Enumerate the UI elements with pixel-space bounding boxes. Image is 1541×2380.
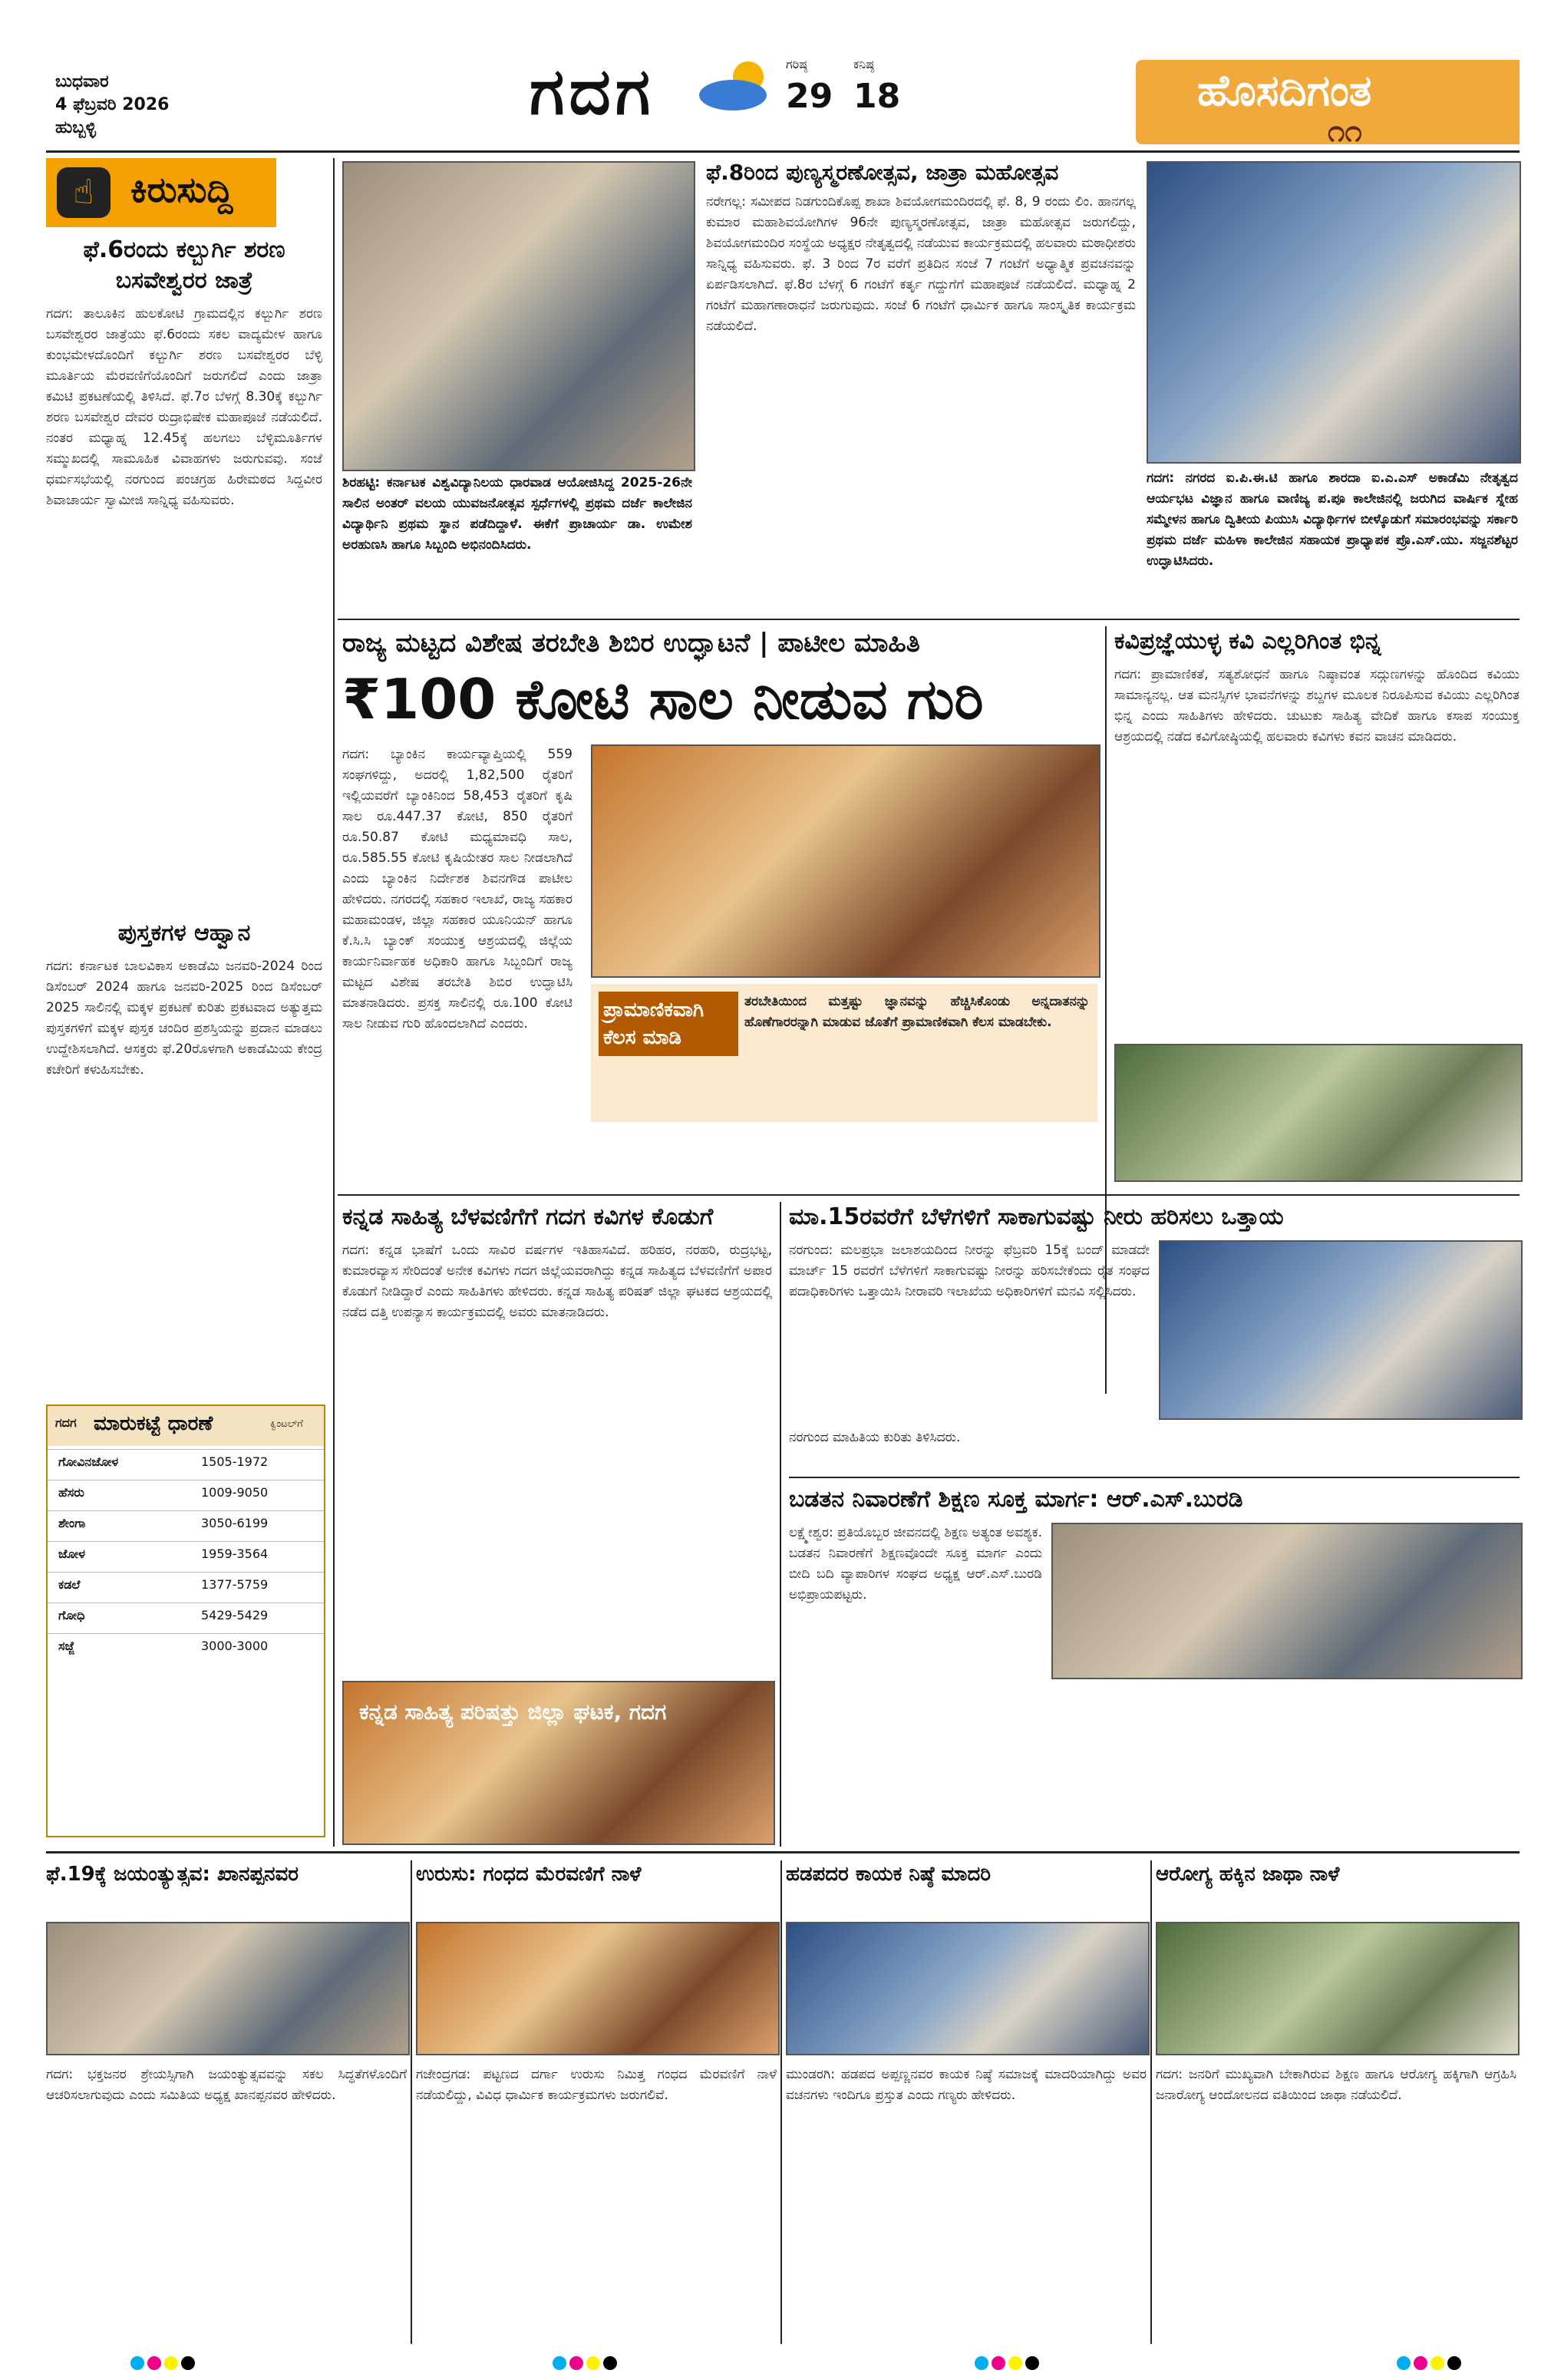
badatana-body: ಲಕ್ಷ್ಮೇಶ್ವರ: ಪ್ರತಿಯೊಬ್ಬರ ಜೀವನದಲ್ಲಿ ಶಿಕ್ಷಣ ಅತ್ಯಂತ ಅವಶ್ಯಕ. ಬಡತನ ನಿವಾರಣೆಗೆ ಶಿಕ್ಷಣವೊಂದೇ ಸೂಕ್ತ ಮಾರ್ಗ ಎಂದು ಬೀದಿ ಬದಿ ವ್ಯಾಪಾರಿಗಳ ಸಂಘದ ಅಧ್ಯಕ್ಷ ಆರ್.ಎಸ್.ಬುರಡಿ ಅಭಿಪ್ರಾಯಪಟ್ಟರು. [789,1525,1042,1603]
market-rate-row [48,1633,324,1660]
bottom-photo [46,1922,410,2055]
market-city: ಗದಗ [55,1415,77,1430]
page-number: ೧೧ [1328,114,1362,149]
bottom-column-rule [780,1860,782,2344]
crop-name: ಗೋಧಿ [58,1608,85,1622]
pointing-hand-icon: ☝ [57,167,111,218]
story1-caption: ಶಿರಹಟ್ಟಿ: ಕರ್ನಾಟಕ ವಿಶ್ವವಿದ್ಯಾನಿಲಯ ಧಾರವಾಡ ಆಯೋಜಿಸಿದ್ದ 2025-26ನೇ ಸಾಲಿನ ಅಂತರ್ ವಲಯ ಯುವಜನೋತ್ಸವ ಸ್ಪರ್ಧೆಗಳಲ್ಲಿ ಪ್ರಥಮ ದರ್ಜೆ ಕಾಲೇಜಿನ ವಿದ್ಯಾರ್ಥಿನಿ ಪ್ರಥಮ ಸ್ಥಾನ ಪಡೆದಿದ್ದಾಳೆ. ಈಕೆಗೆ ಪ್ರಾಚಾರ್ಯ ಡಾ. ಉಮೇಶ ಅರಹುಣಸಿ ಹಾಗೂ ಸಿಬ್ಬಂದಿ ಅಭಿನಂದಿಸಿದರು. [342,475,692,553]
badatana-headline: ಬಡತನ ನಿವಾರಣೆಗೆ ಶಿಕ್ಷಣ ಸೂಕ್ತ ಮಾರ್ಗ: ಆರ್.ಎಸ್.ಬುರಡಿ [789,1486,1243,1513]
weekday: ಬುಧವಾರ [55,72,109,91]
kirusuddi-label: ಕಿರುಸುದ್ದಿ [130,169,233,210]
registration-marks-2 [553,2356,620,2373]
water-headline: ಮಾ.15ರವರೆಗೆ ಬೆಳೆಗಳಿಗೆ ಸಾಕಾಗುವಷ್ಟು ನೀರು ಹರಿಸಲು ಒತ್ತಾಯ [789,1203,1284,1230]
bottom-body: ಮುಂಡರಗಿ: ಹಡಪದ ಅಪ್ಪಣ್ಣನವರ ಕಾಯಕ ನಿಷ್ಠೆ ಸಮಾಜಕ್ಕೆ ಮಾದರಿಯಾಗಿದ್ದು ಅವರ ವಚನಗಳು ಇಂದಿಗೂ ಪ್ರಸ್ತುತ ಎಂದು ಗಣ್ಯರು ಹೇಳಿದರು. [786,2067,1147,2103]
lead-headline: ₹100 ಕೋಟಿ ಸಾಲ ನೀಡುವ ಗುರಿ [342,667,984,731]
market-rate-row [48,1510,324,1537]
registration-marks-4 [1397,2356,1464,2373]
crop-name: ಕಡಲೆ [58,1577,81,1592]
registration-marks [130,2356,198,2373]
water-body: ನರಗುಂದ: ಮಲಪ್ರಭಾ ಜಲಾಶಯದಿಂದ ನೀರನ್ನು ಫೆಬ್ರವರಿ 15ಕ್ಕೆ ಬಂದ್ ಮಾಡದೇ ಮಾರ್ಚ್ 15 ರವರೆಗೆ ಬೆಳೆಗಳಿಗೆ ಸಾಕಾಗುವಷ್ಟು ನೀರನ್ನು ಹರಿಸಬೇಕೆಂದು ರೈತ ಸಂಘದ ಪದಾಧಿಕಾರಿಗಳು ಒತ್ತಾಯಿಸಿ ನೀರಾವರಿ ಇಲಾಖೆಯ ಅಧಿಕಾರಿಗಳಿಗೆ ಮನವಿ ಸಲ್ಲಿಸಿದರು. [789,1243,1150,1299]
inset-body: ತರಬೇತಿಯಿಂದ ಮತ್ತಷ್ಟು ಜ್ಞಾನವನ್ನು ಹೆಚ್ಚಿಸಿಕೊಂಡು ಅನ್ನದಾತನನ್ನು ಹೊಣೆಗಾರರನ್ನಾಗಿ ಮಾಡುವ ಜೊತೆಗೆ ಪ್ರಾಮಾಣಿಕವಾಗಿ ಕೆಲಸ ಮಾಡಬೇಕು. [744,994,1090,1030]
max-temp: 29 [786,77,833,116]
story3-caption: ಗದಗ: ನಗರದ ಐ.ಪಿ.ಈ.ಟಿ ಹಾಗೂ ಶಾರದಾ ಐ.ಎ.ಎಸ್ ಅಕಾಡೆಮಿ ನೇತೃತ್ವದ ಆರ್ಯಭಟ ವಿಜ್ಞಾನ ಹಾಗೂ ವಾಣಿಜ್ಯ ಪ.ಪೂ ಕಾಲೇಜಿನಲ್ಲಿ ಜರುಗಿದ ವಾರ್ಷಿಕ ಸ್ನೇಹ ಸಮ್ಮೇಳನ ಹಾಗೂ ದ್ವಿತೀಯ ಪಿಯುಸಿ ವಿದ್ಯಾರ್ಥಿಗಳ ಬೀಳ್ಕೊಡುಗೆ ಸಮಾರಂಭವನ್ನು ಸರ್ಕಾರಿ ಪ್ರಥಮ ದರ್ಜೆ ಮಹಿಳಾ ಕಾಲೇಜಿನ ಸಹಾಯಕ ಪ್ರಾಧ್ಯಾಪಕ ಪ್ರೊ.ಎಸ್.ಯು. ಸಜ್ಜನಶೆಟ್ಟರ ಉದ್ಘಾಟಿಸಿದರು. [1147,470,1518,569]
crop-rate: 1505-1972 [201,1454,269,1469]
min-label: ಕನಿಷ್ಠ [853,57,874,71]
masthead: ಗದಗ [530,54,655,129]
market-rate-row [48,1541,324,1568]
crop-rate: 1009-9050 [201,1485,269,1500]
crop-name: ಗೋವಿನಜೋಳ [58,1454,119,1469]
market-title: ಮಾರುಕಟ್ಟೆ ಧಾರಣೆ [94,1412,213,1435]
date: 4 ಫೆಬ್ರವರಿ 2026 [55,95,170,114]
story3-photo [1147,161,1521,464]
market-rate-row [48,1480,324,1507]
badatana-photo [1051,1523,1523,1679]
kiru-body-2: ಗದಗ: ಕರ್ನಾಟಕ ಬಾಲವಿಕಾಸ ಅಕಾಡೆಮಿ ಜನವರಿ-2024 ರಿಂದ ಡಿಸೆಂಬರ್ 2024 ಹಾಗೂ ಜನವರಿ-2025 ರಿಂದ ಡಿಸೆಂಬರ್ 2025 ಸಾಲಿನಲ್ಲಿ ಮಕ್ಕಳ ಪ್ರಕಟಣೆ ಕುರಿತು ಪ್ರಕಟವಾದ ಅತ್ಯುತ್ತಮ ಪುಸ್ತಕಗಳಿಗೆ ಮಕ್ಕಳ ಪುಸ್ತಕ ಚಂದಿರ ಪ್ರಶಸ್ತಿಯನ್ನು ಪ್ರದಾನ ಮಾಡಲು ಉದ್ದೇಶಿಸಲಾಗಿದೆ. ಆಸಕ್ತರು ಫೆ.20ರೊಳಗಾಗಿ ಅಕಾಡೆಮಿಯ ಕೇಂದ್ರ ಕಚೇರಿಗೆ ಕಳುಹಿಸಬೇಕು. [46,959,322,1078]
bottom-photo [1156,1922,1520,2055]
story2-body: ನರೇಗಲ್ಲ: ಸಮೀಪದ ನಿಡಗುಂದಿಕೊಪ್ಪ ಶಾಖಾ ಶಿವಯೋಗಮಂದಿರದಲ್ಲಿ ಫೆ. 8, 9 ರಂದು ಲಿಂ. ಹಾನಗಲ್ಲ ಕುಮಾರ ಮಹಾಶಿವಯೋಗಿಗಳ 96ನೇ ಪುಣ್ಯಸ್ಮರಣೋತ್ಸವ, ಜಾತ್ರಾ ಮಹೋತ್ಸವ ಜರುಗಲಿದ್ದು, ಶಿವಯೋಗಮಂದಿರ ಸಂಸ್ಥೆಯ ಅಧ್ಯಕ್ಷರ ನೇತೃತ್ವದಲ್ಲಿ ನಡೆಯುವ ಕಾರ್ಯಕ್ರಮದಲ್ಲಿ ಹಲವಾರು ಮಠಾಧೀಶರು ಸಾನ್ನಿಧ್ಯ ವಹಿಸುವರು. ಫೆ. 3 ರಿಂದ 7ರ ವರೆಗೆ ಪ್ರತಿದಿನ ಸಂಜೆ 7 ಗಂಟೆಗೆ ಅಧ್ಯಾತ್ಮಿಕ ಪ್ರವಚನವನ್ನು ಏರ್ಪಡಿಸಲಾಗಿದೆ. ಫೆ.8ರ ಬೆಳಗ್ಗೆ 6 ಗಂಟೆಗೆ ಕರ್ತೃ ಗದ್ದುಗೆಗೆ ಮಹಾಪೂಜೆ ನಡೆಯಲಿದೆ. ಮಧ್ಯಾಹ್ನ 2 ಗಂಟೆಗೆ ಮಹಾಗಣಾರಾಧನೆ ಜರುಗುವುದು. ಸಂಜೆ 6 ಗಂಟೆಗೆ ಧಾರ್ಮಿಕ ಹಾಗೂ ಸಾಂಸ್ಕೃತಿಕ ಕಾರ್ಯಕ್ರಮ ನಡೆಯಲಿದೆ. [706,194,1136,334]
kannada-body: ಗದಗ: ಕನ್ನಡ ಭಾಷೆಗೆ ಒಂದು ಸಾವಿರ ವರ್ಷಗಳ ಇತಿಹಾಸವಿದೆ. ಹರಿಹರ, ನರಹರಿ, ರುದ್ರಭಟ್ಟ, ಕುಮಾರವ್ಯಾಸ ಸೇರಿದಂತೆ ಅನೇಕ ಕವಿಗಳು ಗದಗ ಜಿಲ್ಲೆಯವರಾಗಿದ್ದು ಕನ್ನಡ ಸಾಹಿತ್ಯದ ಬೆಳವಣಿಗೆಗೆ ಅಪಾರ ಕೊಡುಗೆ ನೀಡಿದ್ದಾರೆ ಎಂದು ಸಾಹಿತಿಗಳು ಹೇಳಿದರು. ಕನ್ನಡ ಸಾಹಿತ್ಯ ಪರಿಷತ್ ಜಿಲ್ಲಾ ಘಟಕದ ಆಶ್ರಯದಲ್ಲಿ ನಡೆದ ದತ್ತಿ ಉಪನ್ಯಾಸ ಕಾರ್ಯಕ್ರಮದಲ್ಲಿ ಅವರು ಮಾತನಾಡಿದರು. [342,1243,772,1320]
weather-icon [695,55,779,117]
crop-name: ಸಜ್ಜೆ [58,1639,74,1653]
top-row-rule [338,619,1520,620]
dateline [55,71,169,140]
registration-marks-3 [975,2356,1042,2373]
market-rate-row [48,1572,324,1599]
min-temp: 18 [853,77,901,116]
bottom-body: ಗದಗ: ಜನರಿಗೆ ಮುಖ್ಯವಾಗಿ ಬೇಕಾಗಿರುವ ಶಿಕ್ಷಣ ಹಾಗೂ ಆರೋಗ್ಯ ಹಕ್ಕಿಗಾಗಿ ಆಗ್ರಹಿಸಿ ಜನಾರೋಗ್ಯ ಆಂದೋಲನದ ವತಿಯಿಂದ ಜಾಥಾ ನಡೆಯಲಿದೆ. [1156,2067,1516,2103]
column-rule-1 [333,158,335,1847]
kavi-photo [1114,1044,1523,1182]
crop-rate: 3000-3000 [201,1639,269,1653]
column-rule-3 [780,1202,781,1847]
crop-rate: 5429-5429 [201,1608,269,1622]
brand-bar [1136,60,1520,149]
bottom-body: ಗಜೇಂದ್ರಗಡ: ಪಟ್ಟಣದ ದರ್ಗಾ ಉರುಸು ನಿಮಿತ್ತ ಗಂಧದ ಮೆರವಣಿಗೆ ನಾಳೆ ನಡೆಯಲಿದ್ದು, ವಿವಿಧ ಧಾರ್ಮಿಕ ಕಾರ್ಯಕ್ರಮಗಳು ಜರುಗಲಿವೆ. [416,2067,777,2103]
lead-body: ಗದಗ: ಬ್ಯಾಂಕಿನ ಕಾರ್ಯವ್ಯಾಪ್ತಿಯಲ್ಲಿ 559 ಸಂಘಗಳಿದ್ದು, ಅದರಲ್ಲಿ 1,82,500 ರೈತರಿಗೆ ಇಲ್ಲಿಯವರೆಗೆ ಬ್ಯಾಂಕಿನಿಂದ 58,453 ರೈತರಿಗೆ ಕೃಷಿ ಸಾಲ ರೂ.447.37 ಕೋಟಿ, 850 ರೈತರಿಗೆ ರೂ.50.87 ಕೋಟಿ ಮಧ್ಯಮಾವಧಿ ಸಾಲ, ರೂ.585.55 ಕೋಟಿ ಕೃಷಿಯೇತರ ಸಾಲ ನೀಡಲಾಗಿದೆ ಎಂದು ಬ್ಯಾಂಕಿನ ನಿರ್ದೇಶಕ ಶಿವನಗೌಡ ಪಾಟೀಲ ಹೇಳಿದರು. ನಗರದಲ್ಲಿ ಸಹಕಾರ ಇಲಾಖೆ, ರಾಜ್ಯ ಸಹಕಾರ ಮಹಾಮಂಡಳ, ಜಿಲ್ಲಾ ಸಹಕಾರ ಯೂನಿಯನ್ ಹಾಗೂ ಕೆ.ಸಿ.ಸಿ ಬ್ಯಾಂಕ್ ಸಂಯುಕ್ತ ಆಶ್ರಯದಲ್ಲಿ ಜಿಲ್ಲೆಯ ಕಾರ್ಯನಿರ್ವಾಹಕ ಅಧಿಕಾರಿ ಹಾಗೂ ಸಿಬ್ಬಂದಿಗೆ ರಾಜ್ಯ ಮಟ್ಟದ ವಿಶೇಷ ತರಬೇತಿ ಶಿಬಿರ ಉದ್ಘಾಟಿಸಿ ಮಾತನಾಡಿದರು. ಪ್ರಸಕ್ತ ಸಾಲಿನಲ್ಲಿ ರೂ.100 ಕೋಟಿ ಸಾಲ ನೀಡುವ ಗುರಿ ಹೊಂದಲಾಗಿದೆ ಎಂದರು. [342,747,573,1032]
market-rate-row [48,1603,324,1629]
kiru-headline-1: ಫೆ.6ರಂದು ಕಲ್ಬುರ್ಗಿ ಶರಣ ಬಸವೇಶ್ವರರ ಜಾತ್ರೆ [83,236,285,294]
kavi-body: ಗದಗ: ಪ್ರಾಮಾಣಿಕತೆ, ಸತ್ಯಶೋಧನೆ ಹಾಗೂ ನಿಷ್ಠಾವಂತ ಸದ್ಗುಣಗಳನ್ನು ಹೊಂದಿದ ಕವಿಯು ಸಾಮಾನ್ಯನಲ್ಲ. ಆತ ಮನಸ್ಸಿಗಳ ಭಾವನೆಗಳನ್ನು ಶಬ್ದಗಳ ಮೂಲಕ ನಿರೂಪಿಸುವ ಕವಿಯು ಎಲ್ಲರಿಗಿಂತ ಭಿನ್ನ ಎಂದು ಸಾಹಿತಿಗಳು ಹೇಳಿದರು. ಚುಟುಕು ಸಾಹಿತ್ಯ ವೇದಿಕೆ ಹಾಗೂ ಕಸಾಪ ಸಂಯುಕ್ತ ಆಶ್ರಯದಲ್ಲಿ ನಡೆದ ಕವಿಗೋಷ್ಠಿಯಲ್ಲಿ ಹಲವಾರು ಕವಿಗಳು ಕವನ ವಾಚನ ಮಾಡಿದರು. [1114,667,1520,744]
inset-title: ಪ್ರಾಮಾಣಿಕವಾಗಿ ಕೆಲಸ ಮಾಡಿ [599,992,738,1056]
lead-inset [591,984,1097,1122]
bottom-row-rule [46,1851,1520,1853]
lead-kicker: ರಾಜ್ಯ ಮಟ್ಟದ ವಿಶೇಷ ತರಬೇತಿ ಶಿಬಿರ ಉದ್ಘಾಟನೆ | ಪಾಟೀಲ ಮಾಹಿತಿ [342,628,920,659]
bottom-headline: ಫೆ.19ಕ್ಕೆ ಜಯಂತ್ಯುತ್ಸವ: ಖಾನಪ್ಪನವರ [46,1863,299,1886]
water-photo [1159,1240,1523,1420]
kannada-banner: ಕನ್ನಡ ಸಾಹಿತ್ಯ ಪರಿಷತ್ತು ಜಿಲ್ಲಾ ಘಟಕ, ಗದಗ [359,1699,667,1725]
bottom-headline: ಉರುಸು: ಗಂಧದ ಮೆರವಣಿಗೆ ನಾಳೆ [416,1863,642,1886]
market-rate-row [48,1449,324,1476]
header-rule [46,150,1520,153]
crop-name: ಜೋಳ [58,1547,85,1561]
kirusuddi-badge [46,158,276,227]
bottom-photo [786,1922,1150,2055]
brand-logo: ಹೊಸದಿಗಂತ [1197,66,1372,116]
kannada-headline: ಕನ್ನಡ ಸಾಹಿತ್ಯ ಬೆಳವಣಿಗೆಗೆ ಗದಗ ಕವಿಗಳ ಕೊಡುಗೆ [342,1203,714,1230]
story2-headline: ಫೆ.8ರಿಂದ ಪುಣ್ಯಸ್ಮರಣೋತ್ಸವ, ಜಾತ್ರಾ ಮಹೋತ್ಸವ [706,160,1059,185]
max-label: ಗರಿಷ್ಠ [786,57,807,71]
kiru-body-1: ಗದಗ: ತಾಲೂಕಿನ ಹುಲಕೋಟಿ ಗ್ರಾಮದಲ್ಲಿನ ಕಲ್ಬುರ್ಗಿ ಶರಣ ಬಸವೇಶ್ವರರ ಜಾತ್ರೆಯು ಫೆ.6ರಂದು ಸಕಲ ವಾದ್ಯಮೇಳ ಹಾಗೂ ಕುಂಭಮೇಳದೊಂದಿಗೆ ಕಲ್ಬುರ್ಗಿ ಶರಣ ಬಸವೇಶ್ವರರ ಬೆಳ್ಳಿ ಮೂರ್ತಿಯ ಮೆರವಣಿಗೆಯೊಂದಿಗೆ ಜರುಗಲಿದೆ ಎಂದು ಜಾತ್ರಾ ಕಮಿಟಿ ಪ್ರಕಟಣೆಯಲ್ಲಿ ತಿಳಿಸಿದೆ. ಫೆ.7ರ ಬೆಳಗ್ಗೆ 8.30ಕ್ಕೆ ಕಲ್ಬುರ್ಗಿ ಶರಣ ಬಸವೇಶ್ವರ ದೇವರ ರುದ್ರಾಭಿಷೇಕ ಮಹಾಪೂಜೆ ನಡೆಯಲಿದೆ. ನಂತರ ಮಧ್ಯಾಹ್ನ 12.45ಕ್ಕೆ ಹಲಗಲು ಬೆಳ್ಳಿಮೂರ್ತಿಗಳ ಸಮ್ಮುಖದಲ್ಲಿ ಸಾಮೂಹಿಕ ವಿವಾಹಗಳು ಜರುಗುವವು. ಸಂಜೆ ಧರ್ಮಸಭೆಯಲ್ಲಿ ನರಗುಂದ ಪಂಚಗ್ರಹ ಹಿರೇಮಠದ ಸಿದ್ದವೀರ ಶಿವಾಚಾರ್ಯ ಸ್ವಾಮೀಜಿ ಸಾನ್ನಿಧ್ಯ ವಹಿಸುವರು. [46,306,322,508]
bottom-body: ಗದಗ: ಭಕ್ತಜನರ ಶ್ರೇಯಸ್ಸಿಗಾಗಿ ಜಯಂತ್ಯುತ್ಸವವನ್ನು ಸಕಲ ಸಿದ್ಧತೆಗಳೊಂದಿಗೆ ಆಚರಿಸಲಾಗುವುದು ಎಂದು ಸಮಿತಿಯ ಅಧ್ಯಕ್ಷ ಖಾನಪ್ಪನವರ ಹೇಳಿದರು. [46,2067,407,2103]
kiru-headline-2: ಪುಸ್ತಕಗಳ ಆಹ್ವಾನ [117,919,251,946]
mid-row-rule [338,1194,1520,1196]
crop-rate: 1377-5759 [201,1577,269,1592]
kannada-photo [342,1681,775,1845]
lead-photo [591,744,1100,978]
bottom-headline: ಹಡಪದರ ಕಾಯಕ ನಿಷ್ಠೆ ಮಾದರಿ [786,1863,991,1886]
city: ಹುಬ್ಬಳ್ಳಿ [55,118,97,137]
story1-photo [342,161,695,471]
bottom-column-rule [1150,1860,1152,2344]
crop-rate: 3050-6199 [201,1516,269,1530]
bottom-photo [416,1922,780,2055]
bottom-column-rule [411,1860,412,2344]
crop-rate: 1959-3564 [201,1547,269,1561]
kavi-headline: ಕವಿಪ್ರಜ್ಞೆಯುಳ್ಳ ಕವಿ ಎಲ್ಲರಿಗಿಂತ ಭಿನ್ನ [1114,628,1381,655]
crop-name: ಹೆಸರು [58,1485,84,1500]
water-caption: ನರಗುಂದ ಮಾಹಿತಿಯ ಕುರಿತು ತಿಳಿಸಿದರು. [789,1430,961,1445]
market-rates-box [46,1405,325,1837]
market-unit: ಕ್ವಿಂಟಲ್‌ಗೆ [270,1418,303,1430]
crop-name: ಶೇಂಗಾ [58,1516,86,1530]
market-rates-header [48,1406,324,1446]
water-rule [789,1477,1520,1478]
bottom-headline: ಆರೋಗ್ಯ ಹಕ್ಕಿನ ಜಾಥಾ ನಾಳೆ [1156,1863,1340,1886]
